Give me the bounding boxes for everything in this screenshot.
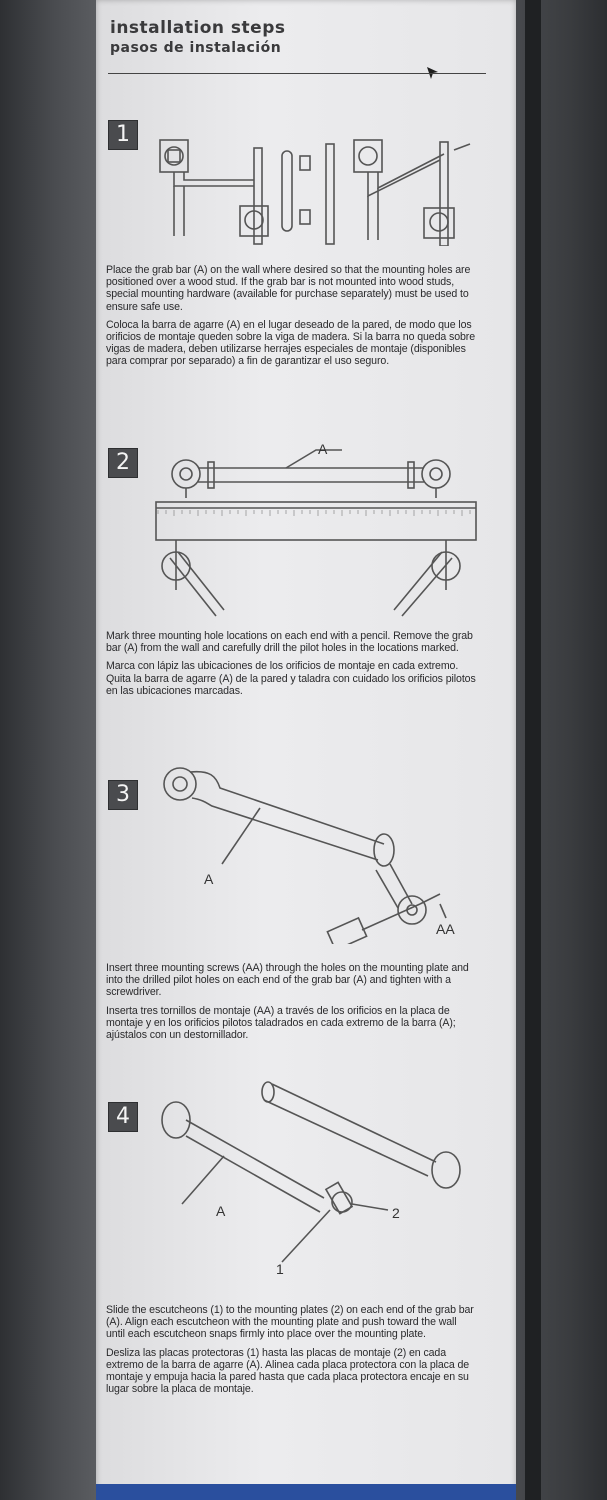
box-frame-right bbox=[515, 0, 607, 1500]
step-4-number: 4 bbox=[108, 1102, 138, 1132]
step-2-number: 2 bbox=[108, 448, 138, 478]
step-1-text-spanish: Coloca la barra de agarre (A) en el lugar deseado de la pared, de modo que los orificios de montaje queden sobre la viga de madera. Si la barra no queda sobre vigas de madera, deben utilizarse herrajes especiales de montaje (disponibles para comprar por separado) a fin de garantizar el uso seguro. bbox=[106, 318, 476, 368]
step-4-label-2: 2 bbox=[392, 1205, 400, 1221]
step-1-text bbox=[106, 264, 478, 374]
step-3-label-a: A bbox=[204, 871, 214, 887]
step-4-text-spanish: Desliza las placas protectoras (1) hasta las placas de montaje (2) en cada extremo de la barra de agarre (A). Alinea cada placa protectora con la placa de montaje y empuja hacia la pared hasta que cada placa protectora encaje en su lugar sobre la placa de montaje. bbox=[106, 1346, 470, 1396]
box-frame-left bbox=[0, 0, 100, 1500]
step-1-number: 1 bbox=[108, 120, 138, 150]
stud-layout-diagram bbox=[154, 126, 474, 246]
screwdriver-diagram bbox=[150, 754, 490, 944]
step-2 bbox=[96, 440, 516, 740]
escutcheon-diagram bbox=[152, 1076, 492, 1276]
step-3-text bbox=[106, 962, 478, 1047]
step-3-text-spanish: Inserta tres tornillos de montaje (AA) a través de los orificios en la placa de montaje y en los orificios pilotos taladrados en cada extremo de la barra (A); ajústalos con un destornillador. bbox=[106, 1004, 456, 1042]
step-4-text bbox=[106, 1304, 478, 1401]
step-1 bbox=[96, 118, 516, 418]
step-2-text-english: Mark three mounting hole locations on each end with a pencil. Remove the grab bar (A) from the wall and carefully drill the pilot holes in the locations marked. bbox=[106, 630, 473, 655]
title-english: installation steps bbox=[110, 18, 286, 38]
frame-stripe bbox=[525, 0, 541, 1500]
grab-bar-diagram bbox=[146, 440, 486, 620]
step-2-label-a: A bbox=[318, 441, 328, 457]
cursor-arrow-icon bbox=[426, 66, 440, 82]
step-3-text-english: Insert three mounting screws (AA) through the holes on the mounting plate and into the drilled pilot holes on each end of the grab bar (A) and tighten with a screwdriver. bbox=[106, 962, 469, 999]
step-1-text-english: Place the grab bar (A) on the wall where desired so that the mounting holes are positioned over a wood stud. If the grab bar is not mounted into wood studs, special mounting hardware (available for purchase separately) must be used to ensure safe use. bbox=[106, 264, 471, 313]
title-spanish: pasos de instalación bbox=[110, 40, 282, 56]
step-4-text-english: Slide the escutcheons (1) to the mounting plates (2) on each end of the grab bar (A). Align each escutcheon with the mounting plate and push toward the wall until each escutcheon snaps firmly into place over the mounting plate. bbox=[106, 1304, 474, 1341]
step-3-label-aa: AA bbox=[436, 921, 455, 937]
instruction-panel bbox=[96, 0, 516, 1500]
step-2-text bbox=[106, 630, 478, 703]
step-3-number: 3 bbox=[108, 780, 138, 810]
header-divider bbox=[108, 73, 486, 74]
step-4-label-a: A bbox=[216, 1203, 226, 1219]
step-4-label-1: 1 bbox=[276, 1261, 284, 1276]
step-4 bbox=[96, 1096, 516, 1396]
step-2-text-spanish: Marca con lápiz las ubicaciones de los orificios de montaje en cada extremo. Quita la barra de agarre (A) de la pared y taladra con cuidado los orificios pilotos en las ubicaciones marcadas. bbox=[106, 660, 476, 697]
brand-color-strip bbox=[96, 1484, 516, 1500]
step-3 bbox=[96, 770, 516, 1070]
header bbox=[110, 18, 286, 56]
